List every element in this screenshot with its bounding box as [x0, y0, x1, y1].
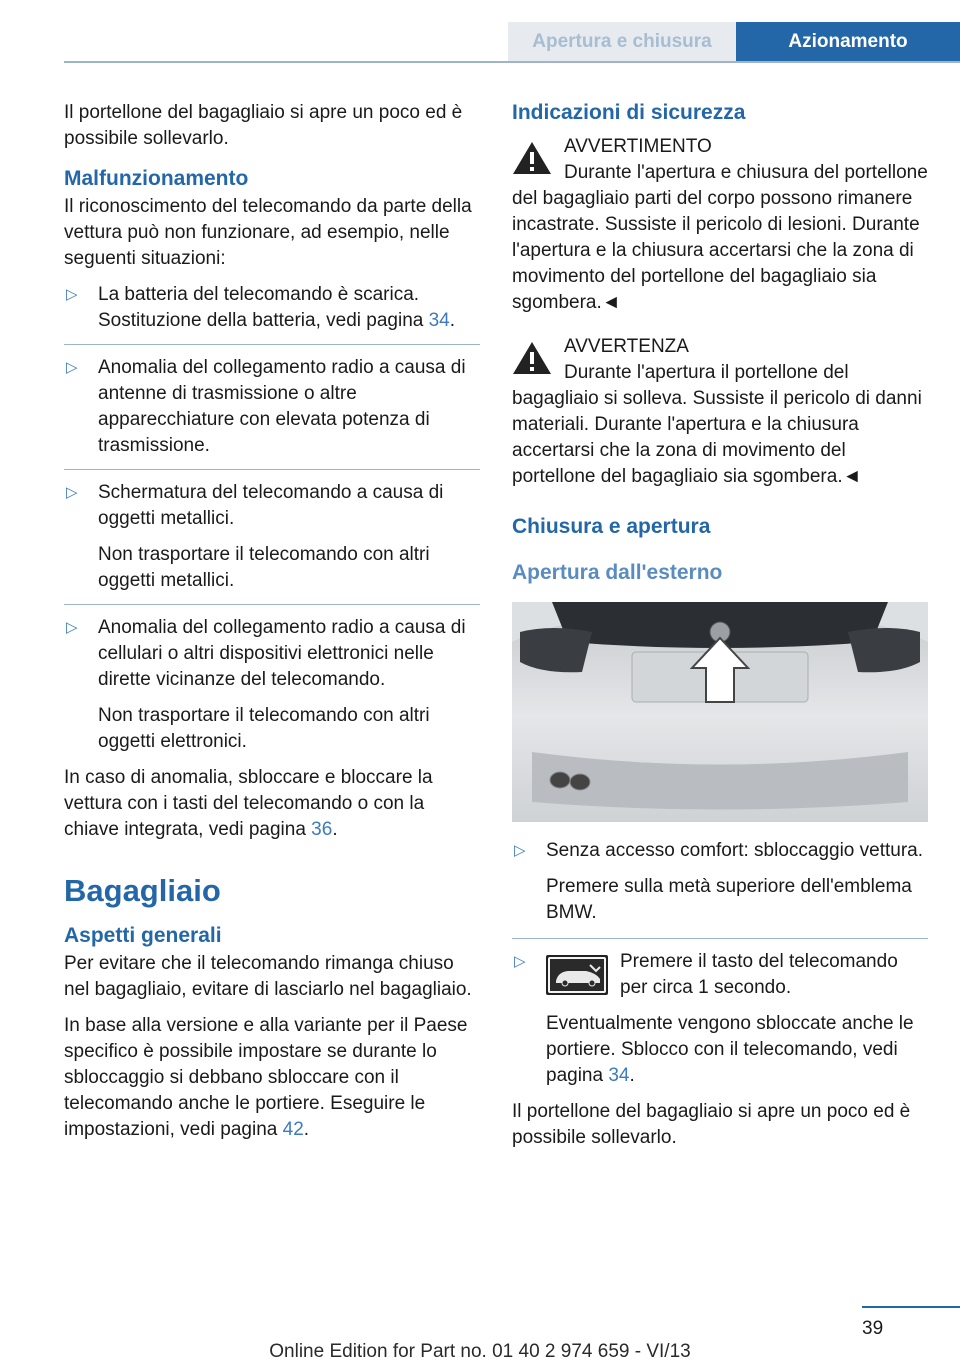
warning-title: AVVERTIMENTO — [564, 136, 712, 157]
page-link[interactable]: 34 — [428, 310, 450, 331]
warning-text: Durante l'apertura e chiusura del portellone del bagagliaio parti del corpo possono rimanere incastrate. Sussiste il pericolo di lesioni. Durante l'apertura e la chiusura accertarsi che la zona di movimento del portellone del bagagliaio sia sgombera.◄ — [512, 162, 928, 313]
list-item — [64, 480, 480, 605]
general-paragraph-1: Per evitare che il telecomando rimanga chiuso nel bagagliaio, evitare di lasciarlo nel bagagliaio. — [64, 953, 472, 1000]
trunk-remote-button-icon — [546, 955, 608, 995]
triangle-right-icon: ▷ — [514, 953, 526, 970]
warning-block — [512, 134, 928, 316]
close-open-heading: Chiusura e apertura — [512, 515, 711, 538]
list-item-text: Anomalia del collegamento radio a causa di antenne di trasmissione o altre apparecchiature con elevata potenza di trasmissione. — [98, 357, 466, 456]
list-divider — [64, 604, 480, 605]
intro-paragraph: Il portellone del bagagliaio si apre un poco ed è possibile sollevarlo. — [64, 102, 463, 149]
outro-paragraph: Il portellone del bagagliaio si apre un poco ed è possibile sollevarlo. — [512, 1101, 911, 1148]
safety-heading: Indicazioni di sicurezza — [512, 101, 746, 124]
list-divider — [512, 938, 928, 939]
footer-edition: Online Edition for Part no. 01 40 2 974 659 - VI/13 — [269, 1341, 691, 1362]
general-heading: Aspetti generali — [64, 924, 222, 947]
header-section-tab: Apertura e chiusura — [508, 22, 736, 62]
list-item-text: Schermatura del telecomando a causa di oggetti metallici. — [98, 482, 444, 529]
triangle-right-icon: ▷ — [514, 842, 526, 859]
list-item-subtext: Eventualmente vengono sbloccate anche le portiere. Sblocco con il telecomando, vedi pagina 34. — [546, 1013, 914, 1086]
anomaly-paragraph: In caso di anomalia, sbloccare e bloccare la vettura con i tasti del telecomando o con la chiave integrata, vedi pagina 36. — [64, 767, 433, 840]
list-item — [512, 838, 928, 939]
list-item-text: Senza accesso comfort: sbloccaggio vettura. — [546, 840, 924, 861]
list-item — [64, 355, 480, 470]
triangle-right-icon: ▷ — [66, 484, 78, 501]
trunk-heading: Bagagliaio — [64, 873, 221, 908]
warning-triangle-icon — [512, 340, 552, 376]
page-number: 39 — [862, 1318, 884, 1339]
malfunction-text: Il riconoscimento del telecomando da parte della vettura può non funzionare, ad esempio, nelle seguenti situazioni: — [64, 196, 472, 269]
list-item-text: Premere il tasto del telecomando per circa 1 secondo. — [620, 951, 898, 998]
list-divider — [64, 469, 480, 470]
list-item-text: Anomalia del collegamento radio a causa di cellulari o altri dispositivi elettronici nelle dirette vicinanze del telecomando. — [98, 617, 466, 690]
footer-rule — [862, 1306, 960, 1308]
general-paragraph-2: In base alla versione e alla variante per il Paese specifico è possibile impostare se durante lo sbloccaggio si debbano sbloccare con il telecomando anche le portiere. Eseguire le impostazioni, vedi pagina 42. — [64, 1015, 468, 1140]
left-column — [64, 100, 480, 1153]
list-item: ▷ La batteria del telecomando è scarica. Sostituzione della batteria, vedi pagina 34. — [64, 282, 480, 345]
page-link[interactable]: 34 — [608, 1065, 630, 1086]
list-item-subtext: Non trasportare il telecomando con altri oggetti elettronici. — [98, 705, 430, 752]
notice-block — [512, 334, 928, 490]
warning-triangle-icon — [512, 140, 552, 176]
triangle-right-icon: ▷ — [66, 286, 78, 303]
list-item — [512, 949, 928, 1089]
list-item-subtext: Non trasportare il telecomando con altri oggetti metallici. — [98, 544, 430, 591]
car-rear-illustration — [512, 602, 928, 822]
list-item-subtext: Premere sulla metà superiore dell'emblema BMW. — [546, 876, 912, 923]
list-divider — [64, 344, 480, 345]
malfunction-list — [64, 282, 480, 755]
triangle-right-icon: ▷ — [66, 359, 78, 376]
header-chapter-tab: Azionamento — [736, 22, 960, 62]
malfunction-heading: Malfunzionamento — [64, 167, 249, 190]
open-steps-list — [512, 838, 928, 1089]
triangle-right-icon: ▷ — [66, 619, 78, 636]
notice-text: Durante l'apertura il portellone del bagagliaio si solleva. Sussiste il pericolo di danni materiali. Durante l'apertura e la chiusura accertarsi che la zona di movimento del portellone del bagagliaio sia sgombera.◄ — [512, 362, 922, 487]
header-rule — [64, 61, 960, 63]
list-item — [64, 615, 480, 755]
open-outside-heading: Apertura dall'esterno — [512, 561, 723, 584]
right-column — [512, 100, 928, 1161]
list-item-text: La batteria del telecomando è scarica. Sostituzione della batteria, vedi pagina — [98, 284, 429, 331]
page-link[interactable]: 36 — [311, 819, 333, 840]
notice-title: AVVERTENZA — [564, 336, 689, 357]
page-link[interactable]: 42 — [282, 1119, 304, 1140]
